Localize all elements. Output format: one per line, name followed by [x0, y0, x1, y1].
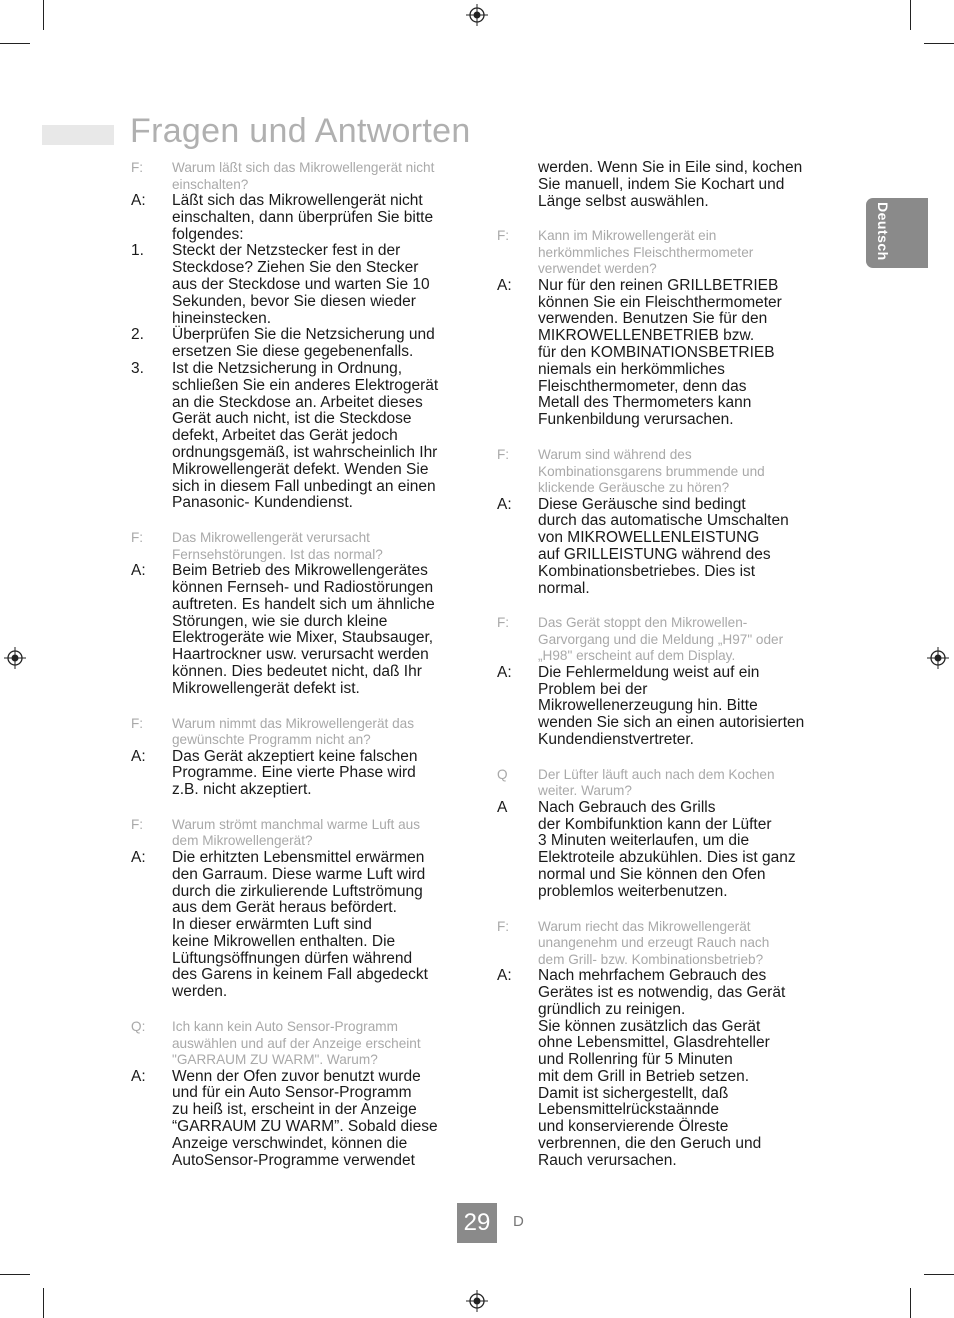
question-text: Warum riecht das Mikrowellengerät unangenehm und erzeugt Rauch nach dem Grill- bzw. Kombinationsbetrieb?	[538, 918, 770, 967]
answer-text: Nach mehrfachem Gebrauch des Gerätes ist es notwendig, das Gerät gründlich zu reinigen. Sie können zusätzlich das Gerät ohne Lebensmittel, Glasdrehteller und Rollenring für 5 Minuten mit dem Grill in Betrieb setzen. Damit ist sichergestellt, daß Lebensmittelrückstaännde und konservierende Ölreste verbrennen, die den Geruch und Rauch verursachen.	[538, 967, 786, 1169]
answer-text: Das Gerät akzeptiert keine falschen Programme. Eine vierte Phase wird z.B. nicht akzeptiert.	[172, 747, 418, 799]
answer-label: A:	[497, 276, 512, 294]
answer-text: Wenn der Ofen zuvor benutzt wurde und für ein Auto Sensor-Programm zu heiß ist, erscheint in der Anzeige “GARRAUM ZU WARM”. Sobald diese Anzeige verschwindet, können die AutoSensor-Programme verwendet	[172, 1067, 438, 1169]
faq-answer	[131, 749, 461, 799]
registration-mark-icon	[466, 4, 488, 26]
title-accent-bar	[42, 125, 114, 145]
question-label: F:	[131, 160, 144, 175]
faq-item	[497, 615, 829, 748]
question-label: F:	[497, 918, 510, 934]
faq-question	[497, 919, 829, 969]
answer-text: Beim Betrieb des Mikrowellengerätes können Fernseh- und Radiostörungen auftreten. Es handelt sich um ähnliche Störungen, wie sie durch kleine Elektrogeräte wie Mixer, Staubsauger, Haartrockner usw. verursacht werden können. Dies bedeutet nicht, daß Ihr Mikrowellengerät defekt ist.	[172, 562, 435, 697]
faq-answer	[131, 1069, 461, 1170]
answer-label: A:	[131, 848, 146, 866]
faq-question	[497, 228, 829, 278]
step-number: 1.	[131, 242, 144, 260]
step-text: Steckt der Netzstecker fest in der Steckdose? Ziehen Sie den Stecker aus der Steckdose und warten Sie 10 Sekunden, bevor Sie diesen wieder hineinstecken.	[172, 242, 430, 327]
question-text: Kann im Mikrowellengerät ein herkömmliches Fleischthermometer verwendet werden?	[538, 228, 754, 277]
answer-step	[131, 327, 461, 361]
language-tab-label: Deutsch	[875, 202, 891, 261]
question-text: Der Lüfter läuft auch nach dem Kochen weiter. Warum?	[538, 766, 775, 799]
question-label: F:	[131, 816, 144, 832]
faq-answer	[497, 800, 829, 901]
right-column	[497, 160, 829, 1170]
answer-text: Die Fehlermeldung weist auf ein Problem bei der Mikrowellenerzeugung hin. Bitte wenden Sie sich an einen autorisierten Kundendienstvertreter.	[538, 663, 805, 749]
crop-mark	[910, 1288, 911, 1318]
faq-answer	[497, 968, 829, 1170]
page-number: 29	[457, 1203, 497, 1243]
answer-label: A:	[131, 192, 146, 209]
crop-mark	[910, 0, 911, 30]
answer-step	[131, 243, 461, 327]
registration-mark-icon	[466, 1290, 488, 1312]
faq-answer	[497, 665, 829, 749]
step-number: 2.	[131, 326, 144, 344]
question-label: Q:	[131, 1019, 146, 1035]
faq-item	[131, 1019, 461, 1169]
faq-question	[497, 615, 829, 665]
faq-answer	[131, 193, 461, 243]
question-text: Das Mikrowellengerät verursacht Fernsehstörungen. Ist das normal?	[172, 530, 383, 562]
question-text: Das Gerät stoppt den Mikrowellen- Garvorgang und die Meldung „H97" oder „H98" erscheint auf dem Display.	[538, 615, 784, 664]
question-label: F:	[497, 615, 510, 631]
crop-mark	[924, 1274, 954, 1275]
crop-mark	[43, 1288, 44, 1318]
question-label: F:	[497, 228, 510, 244]
step-text: Ist die Netzsicherung in Ordnung, schließen Sie ein anderes Elektrogerät an die Steckdose an. Arbeitet dieses Gerät auch nicht, ist die Steckdose defekt, Arbeitet das Gerät jedoch ordnungsgemäß, ist wahrscheinlich Ihr Mikrowellengerät defekt. Wenden Sie sich in diesem Fall unbedingt an einen Panasonic- Kundendienst.	[172, 359, 439, 512]
answer-continuation: werden. Wenn Sie in Eile sind, kochen Sie manuell, indem Sie Kochart und Länge selbst auswählen.	[538, 159, 803, 210]
language-tab	[866, 198, 928, 268]
crop-mark	[43, 0, 44, 30]
question-text: Warum nimmt das Mikrowellengerät das gewünschte Programm nicht an?	[172, 715, 414, 748]
faq-item	[131, 716, 461, 799]
answer-label: A	[497, 798, 508, 816]
step-text: Überprüfen Sie die Netzsicherung und ersetzen Sie diese gegebenenfalls.	[172, 326, 435, 361]
question-label: F:	[131, 530, 144, 546]
crop-mark	[0, 43, 30, 44]
crop-mark	[924, 43, 954, 44]
question-label: F:	[497, 447, 510, 463]
faq-question	[131, 1019, 461, 1069]
answer-text: Nach Gebrauch des Grills der Kombifunktion kann der Lüfter 3 Minuten weiterlaufen, um die Elektroteile abzukühlen. Dies ist ganz normal und Sie können den Ofen problemlos weiterbenutzen.	[538, 798, 796, 900]
faq-answer	[131, 850, 461, 1001]
faq-question	[131, 817, 461, 850]
answer-text: Nur für den reinen GRILLBETRIEB können Sie ein Fleischthermometer verwenden. Benutzen Sie für den MIKROWELLENBETRIEB bzw. für den KOMBINATIONSBETRIEB niemals ein herkömmliches Fleischthermometer, denn das Metall des Thermometers kann Funkenbildung verursachen.	[538, 276, 782, 429]
page-title: Fragen und Antworten	[130, 112, 471, 150]
question-label: Q	[497, 766, 508, 782]
question-label: F:	[131, 715, 144, 731]
answer-text: Die erhitzten Lebensmittel erwärmen den Garraum. Diese warme Luft wird durch die zirkulierende Luftströmung aus dem Gerät heraus befördert. In dieser erwärmten Luft sind keine Mikrowellen enthalten. Die Lüftungsöffnungen dürfen während des Garens in keinem Fall abgedeckt werden.	[172, 848, 428, 1001]
left-column	[131, 160, 461, 1169]
registration-mark-icon	[4, 647, 26, 669]
answer-text: Diese Geräusche sind bedingt durch das automatische Umschalten von MIKROWELLENLEISTUNG auf GRILLEISTUNG während des Kombinationsbetriebes. Dies ist normal.	[538, 495, 789, 597]
answer-label: A:	[131, 562, 146, 580]
step-number: 3.	[131, 359, 144, 377]
answer-label: A:	[497, 663, 512, 681]
answer-label: A:	[497, 967, 512, 985]
question-text: Ich kann kein Auto Sensor-Programm auswählen und auf der Anzeige erscheint "GARRAUM ZU WARM". Warum?	[172, 1019, 421, 1068]
faq-question	[131, 716, 461, 749]
faq-question	[131, 160, 461, 193]
faq-item	[497, 919, 829, 1170]
faq-item	[131, 530, 461, 697]
answer-text: Läßt sich das Mikrowellengerät nicht einschalten, dann überprüfen Sie bitte folgendes:	[172, 192, 434, 243]
faq-question	[497, 447, 829, 497]
faq-question	[497, 767, 829, 800]
faq-answer	[497, 497, 829, 598]
registration-mark-icon	[927, 647, 949, 669]
faq-item	[131, 817, 461, 1001]
question-text: Warum strömt manchmal warme Luft aus dem Mikrowellengerät?	[172, 816, 421, 849]
question-text: Warum läßt sich das Mikrowellengerät nicht einschalten?	[172, 160, 435, 192]
answer-label: A:	[497, 495, 512, 513]
faq-item	[497, 767, 829, 901]
faq-answer	[131, 563, 461, 697]
answer-label: A:	[131, 747, 146, 765]
page-language-code: D	[513, 1213, 524, 1230]
faq-item	[131, 160, 461, 512]
faq-item	[497, 228, 829, 429]
question-text: Warum sind während des Kombinationsgarens brummende und klickende Geräusche zu hören?	[538, 447, 765, 496]
crop-mark	[0, 1274, 30, 1275]
answer-label: A:	[131, 1067, 146, 1085]
faq-answer	[497, 278, 829, 429]
answer-step	[131, 361, 461, 512]
faq-question	[131, 530, 461, 563]
faq-item	[497, 447, 829, 597]
